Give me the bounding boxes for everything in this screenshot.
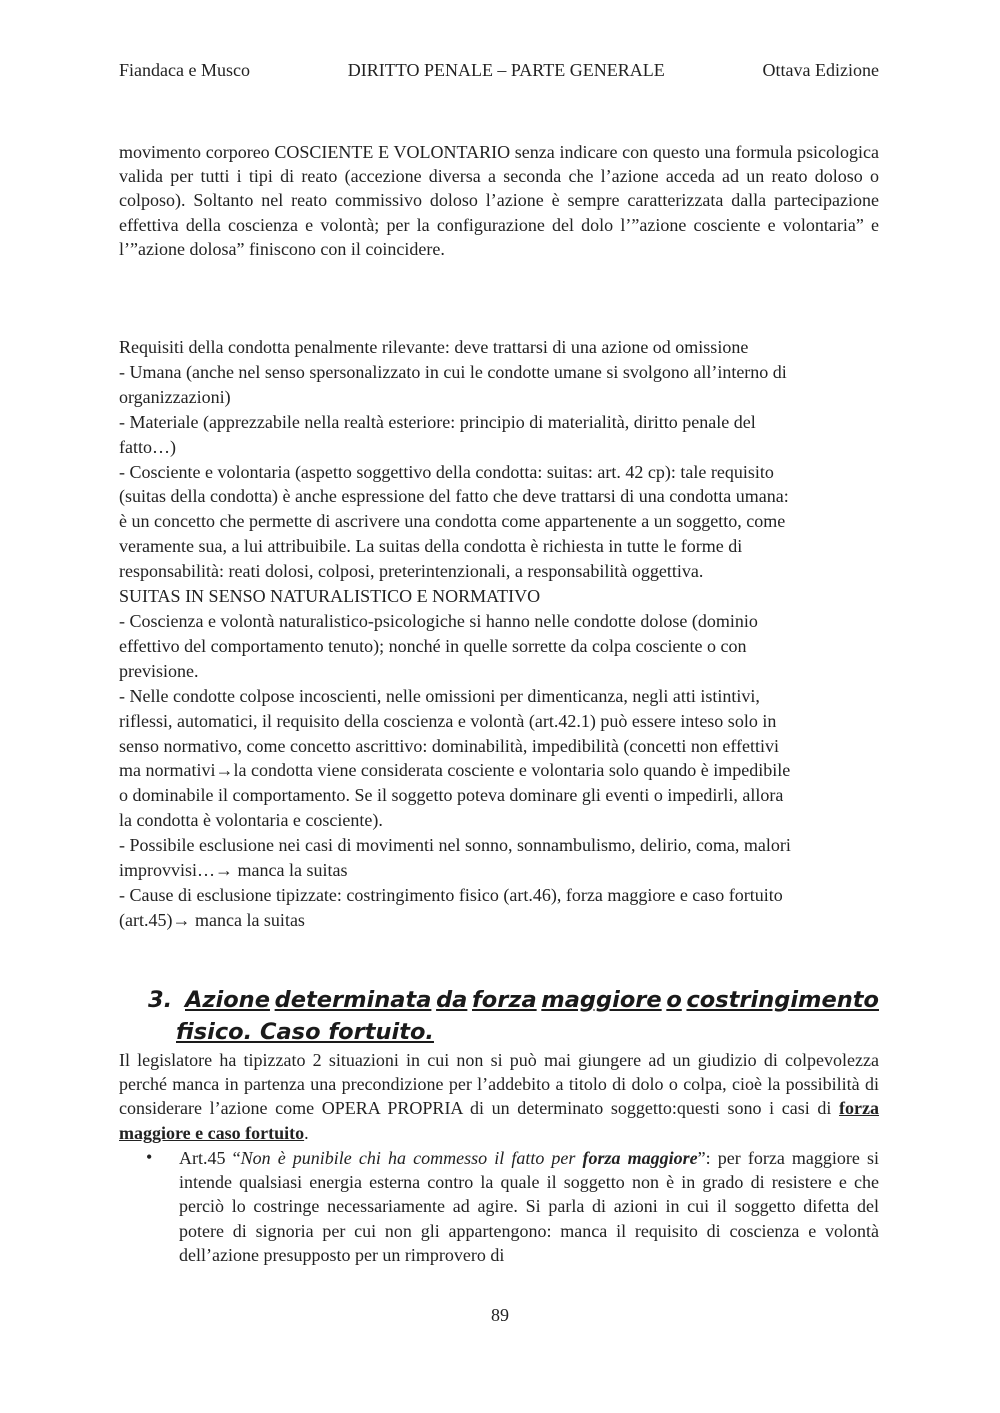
intro-paragraph: movimento corporeo COSCIENTE E VOLONTARIO senza indicare con questo una formula psicologica valida per tutti i tipi di reato (accezione diversa a seconda che l’azione acceda ad un reato doloso o colposo). Soltanto nel reato commissivo doloso l’azione è sempre caratterizzata dalla partecipazione effettiva della coscienza e volontà; per la configurazione del dolo l’”azione cosciente e volontaria” e l’”azione dolosa” finiscono con il coincidere. bbox=[119, 142, 879, 259]
text-line: - Umana (anche nel senso spersonalizzato in cui le condotte umane si svolgono all’interno di bbox=[119, 361, 787, 382]
text-line: riflessi, automatici, il requisito della coscienza e volontà (art.42.1) può essere inteso solo in bbox=[119, 710, 777, 731]
text-line: fatto…) bbox=[119, 436, 176, 457]
bullet-suffix: ”: per forza maggiore si intende qualsiasi energia esterna contro la quale il soggetto non è in grado di resistere e che perciò lo costringe necessariamente ad agire. Si parla di azioni in cui il soggetto difetta del potere di signoria per cui non gli appartengono: manca il requisito di coscienza e volontà dell’azione presupposto per un rimprovero di bbox=[179, 1148, 880, 1265]
paragraph-end: . bbox=[304, 1122, 309, 1143]
text-line: (suitas della condotta) è anche espressione del fatto che deve trattarsi di una condotta umana: bbox=[119, 486, 789, 507]
text-line: previsione. bbox=[119, 660, 199, 681]
text-line: - Cosciente e volontaria (aspetto soggettivo della condotta: suitas: art. 42 cp): tale requisito bbox=[119, 461, 774, 482]
heading-word: determinata bbox=[274, 987, 432, 1013]
header-authors: Fiandaca e Musco bbox=[119, 60, 250, 80]
text-line: è un concetto che permette di ascrivere una condotta come appartenente a un soggetto, come bbox=[119, 511, 786, 532]
text-line: o dominabile il comportamento. Se il soggetto poteva dominare gli eventi o impedirli, allora bbox=[119, 785, 784, 806]
text-line: effettivo del comportamento tenuto); nonché in quelle sorrette da colpa cosciente o con bbox=[119, 635, 747, 656]
text-line: (art.45)→ manca la suitas bbox=[119, 909, 305, 930]
header-book-title: DIRITTO PENALE – PARTE GENERALE bbox=[347, 60, 665, 80]
text-line: - Nelle condotte colpose incoscienti, nelle omissioni per dimenticanza, negli atti istintivi, bbox=[119, 685, 760, 706]
section-title-line-2: fisico. Caso fortuito. bbox=[176, 1019, 434, 1045]
text-line: senso normativo, come concetto ascrittivo: dominabilità, impedibilità (concetti non effettivi bbox=[119, 735, 779, 756]
section-number: 3. bbox=[148, 987, 173, 1013]
requisiti-block bbox=[119, 335, 879, 933]
bullet-quote: Non è punibile chi ha commesso il fatto per bbox=[240, 1148, 583, 1168]
heading-word: costringimento bbox=[686, 987, 879, 1013]
text-line: organizzazioni) bbox=[119, 386, 231, 407]
legislatore-paragraph bbox=[119, 1048, 879, 1145]
heading-word: maggiore bbox=[541, 987, 662, 1013]
bullet-quote-bold: forza maggiore bbox=[582, 1148, 698, 1168]
heading-word: forza bbox=[472, 987, 537, 1013]
paragraph-text: Il legislatore ha tipizzato 2 situazioni in cui non si può mai giungere ad un giudizio di colpevolezza perché manca in partenza una precondizione per l’addebito a titolo di dolo o colpa, cioè la possibilità di considerare l’azione come OPERA PROPRIA di un determinato soggetto:questi sono i casi di bbox=[119, 1050, 879, 1119]
running-header bbox=[119, 60, 879, 86]
heading-word: o bbox=[666, 987, 682, 1013]
bullet-prefix: Art.45 “ bbox=[179, 1148, 241, 1168]
text-line: improvvisi…→ manca la suitas bbox=[119, 860, 348, 881]
text-line: la condotta è volontaria e cosciente). bbox=[119, 810, 383, 831]
text-line: - Coscienza e volontà naturalistico-psicologiche si hanno nelle condotte dolose (dominio bbox=[119, 610, 758, 631]
art45-bullet bbox=[179, 1146, 879, 1267]
page-number: 89 bbox=[491, 1305, 509, 1325]
section-title-line-1 bbox=[185, 984, 879, 1016]
heading-word: Azione bbox=[185, 987, 270, 1013]
text-line: SUITAS IN SENSO NATURALISTICO E NORMATIVO bbox=[119, 586, 541, 607]
text-line: - Possibile esclusione nei casi di movimenti nel sonno, sonnambulismo, delirio, coma, malori bbox=[119, 835, 791, 856]
text-line: - Materiale (apprezzabile nella realtà esteriore: principio di materialità, diritto penale del bbox=[119, 411, 756, 432]
text-line: ma normativi→la condotta viene considerata cosciente e volontaria solo quando è impedibile bbox=[119, 760, 791, 781]
heading-word: da bbox=[436, 987, 468, 1013]
text-line: responsabilità: reati dolosi, colposi, preterintenzionali, a responsabilità oggettiva. bbox=[119, 561, 704, 582]
bullet-icon: • bbox=[146, 1147, 153, 1167]
emphasis-text: forza maggiore e caso fortuito bbox=[119, 1098, 879, 1143]
text-line: veramente sua, a lui attribuibile. La suitas della condotta è richiesta in tutte le forme di bbox=[119, 536, 743, 557]
text-line: Requisiti della condotta penalmente rilevante: deve trattarsi di una azione od omissione bbox=[119, 337, 749, 357]
text-line: - Cause di esclusione tipizzate: costringimento fisico (art.46), forza maggiore e caso fortuito bbox=[119, 884, 783, 905]
header-edition: Ottava Edizione bbox=[762, 60, 879, 80]
